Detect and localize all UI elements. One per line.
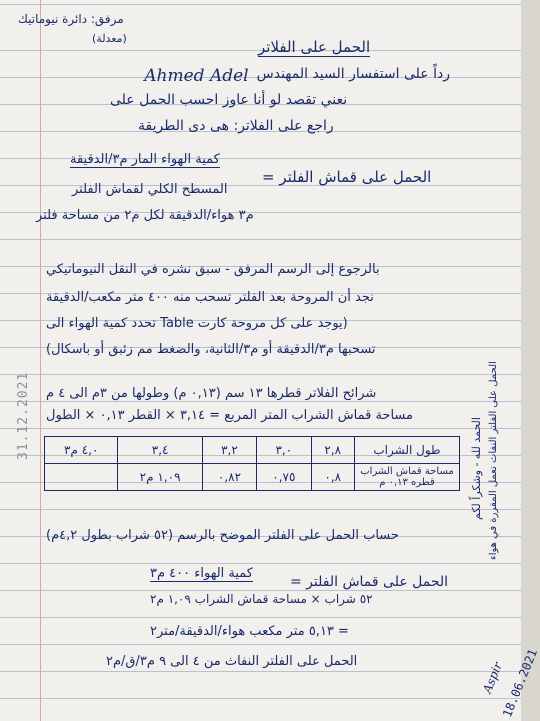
calc-range: الحمل على الفلتر النفاث من ٤ الى ٩ م٣/ق/م٢ bbox=[106, 654, 358, 669]
attachment-sub: (معدلة) bbox=[92, 32, 127, 45]
calc-lhs: الحمل على قماش الفلتر = bbox=[290, 574, 449, 590]
vertical-note-2: الحمل على الفلتر النفاث تعمل المقررة في هواء bbox=[488, 361, 499, 560]
response-line-2: نعني تقصد لو أنا عاوز احسب الحمل على bbox=[110, 92, 348, 108]
filters-line-2: مساحة قماش الشراب المتر المربع = ٣,١٤ × القطر ٠,١٣ × الطول bbox=[46, 408, 413, 423]
table-cell: ٤,٠ م٣ bbox=[45, 437, 118, 464]
table-cell: ١,٠٩ م٢ bbox=[118, 464, 202, 491]
table-cell: ٣,٢ bbox=[202, 437, 256, 464]
calc-result: = ٥,١٣ متر مكعب هواء/الدقيقة/متر٢ bbox=[150, 624, 349, 639]
response-line-1 bbox=[70, 66, 450, 86]
paragraph-line-1: بالرجوع إلى الرسم المرفق - سبق نشره في النقل النيوماتيكي bbox=[46, 262, 380, 277]
date-stamp: 31.12.2021 bbox=[16, 371, 31, 460]
paragraph-line-4: تسحبها م٣/الدقيقة أو م٣/الثانية، والضغط مم زئبق أو باسكال) bbox=[46, 342, 376, 357]
vertical-date: 18.06.2021 bbox=[500, 647, 540, 720]
engineer-name: Ahmed Adel bbox=[144, 66, 249, 86]
table-cell: ٠,٨ bbox=[311, 464, 354, 491]
table-row bbox=[45, 437, 460, 464]
table-cell: ٠,٧٥ bbox=[257, 464, 311, 491]
page-title: الحمل على الفلاتر bbox=[258, 38, 371, 56]
table-row bbox=[45, 464, 460, 491]
filters-line-1: شرائح الفلاتر قطرها ١٣ سم (٠,١٣ م) وطولها من ٣م الى ٤ م bbox=[46, 386, 377, 401]
formula-denominator: المسطح الكلي لقماش الفلتر bbox=[72, 182, 228, 197]
attachment-note: مرفق: دائرة نيوماتيك bbox=[18, 12, 124, 26]
filter-table bbox=[44, 436, 460, 491]
table-cell: ٣,٤ bbox=[118, 437, 202, 464]
margin-line bbox=[40, 0, 41, 721]
calc-numerator: كمية الهواء ٤٠٠ م٣ bbox=[150, 566, 253, 581]
table-cell: ٣,٠ bbox=[257, 437, 311, 464]
signature: Aspir bbox=[480, 660, 506, 696]
calc-line-1: حساب الحمل على الفلتر الموضح بالرسم (٥٢ شراب بطول ٤,٢م) bbox=[46, 528, 399, 543]
table-cell: ٢,٨ bbox=[311, 437, 354, 464]
formula-numerator: كمية الهواء المار م٣/الدقيقة bbox=[70, 152, 220, 167]
paragraph-line-2: نجد أن المروحة بعد الفلتر تسحب منه ٤٠٠ متر مكعب/الدقيقة bbox=[46, 290, 374, 305]
row-label: مساحة قماش الشراب قطره ٠,١٣ م bbox=[355, 464, 460, 491]
response-line-3: راجع على الفلاتر: هى دى الطريقة bbox=[138, 118, 334, 134]
formula-unit: م٣ هواء/الدقيقة لكل م٢ من مساحة فلتر bbox=[36, 208, 254, 223]
table-cell: ٠,٨٢ bbox=[202, 464, 256, 491]
row-label: طول الشراب bbox=[355, 437, 460, 464]
response-prefix: رداً على استفسار السيد المهندس bbox=[256, 66, 450, 82]
vertical-note: الحمد لله - وشكراً لكم bbox=[470, 417, 483, 520]
paragraph-line-3: (يوجد على كل مروحة كارت Table تحدد كمية الهواء الى bbox=[46, 316, 348, 331]
formula-lhs: الحمل على قماش الفلتر = bbox=[262, 168, 432, 186]
table-cell bbox=[45, 464, 118, 491]
calc-denominator: ٥٢ شراب × مساحة قماش الشراب ١,٠٩ م٢ bbox=[150, 592, 373, 606]
